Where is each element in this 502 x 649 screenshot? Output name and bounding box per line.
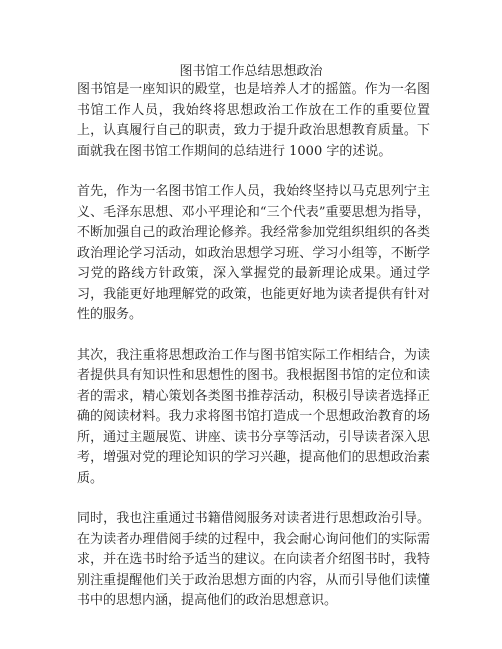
document-body	[77, 80, 430, 632]
paragraph-lending-guidance: 同时，我也注重通过书籍借阅服务对读者进行思想政治引导。在为读者办理借阅手续的过程中，我会耐心询问他们的实际需求，并在选书时给予适当的建议。在向读者介绍图书时，我特别注重提醒他们关于政治思想方面的内容，从而引导他们读懂书中的思想内涵，提高他们的政治思想意识。	[77, 511, 430, 608]
paragraph-library-work: 其次，我注重将思想政治工作与图书馆实际工作相结合，为读者提供具有知识性和思想性的图书。我根据图书馆的定位和读者的需求，精心策划各类图书推荐活动，积极引导读者选择正确的阅读材料。我力求将图书馆打造成一个思想政治教育的场所，通过主题展览、讲座、读书分享等活动，引导读者深入思考，增强对党的理论知识的学习兴趣，提高他们的思想政治素质。	[77, 347, 430, 486]
paragraph-intro: 图书馆是一座知识的殿堂，也是培养人才的摇篮。作为一名图书馆工作人员，我始终将思想政治工作放在工作的重要位置上，认真履行自己的职责，致力于提升政治思想教育质量。下面就我在图书馆工作期间的总结进行 1000 字的述说。	[77, 82, 430, 159]
paragraph-theory-study: 首先，作为一名图书馆工作人员，我始终坚持以马克思列宁主义、毛泽东思想、邓小平理论和“三个代表”重要思想为指导，不断加强自己的政治理论修养。我经常参加党组织组织的各类政治理论学习活动，如政治思想学习班、学习小组等，不断学习党的路线方针政策，深入掌握党的最新理论成果。通过学习，我能更好地理解党的政策，也能更好地为读者提供有针对性的服务。	[77, 184, 430, 322]
document-title: 图书馆工作总结思想政治	[179, 64, 323, 79]
